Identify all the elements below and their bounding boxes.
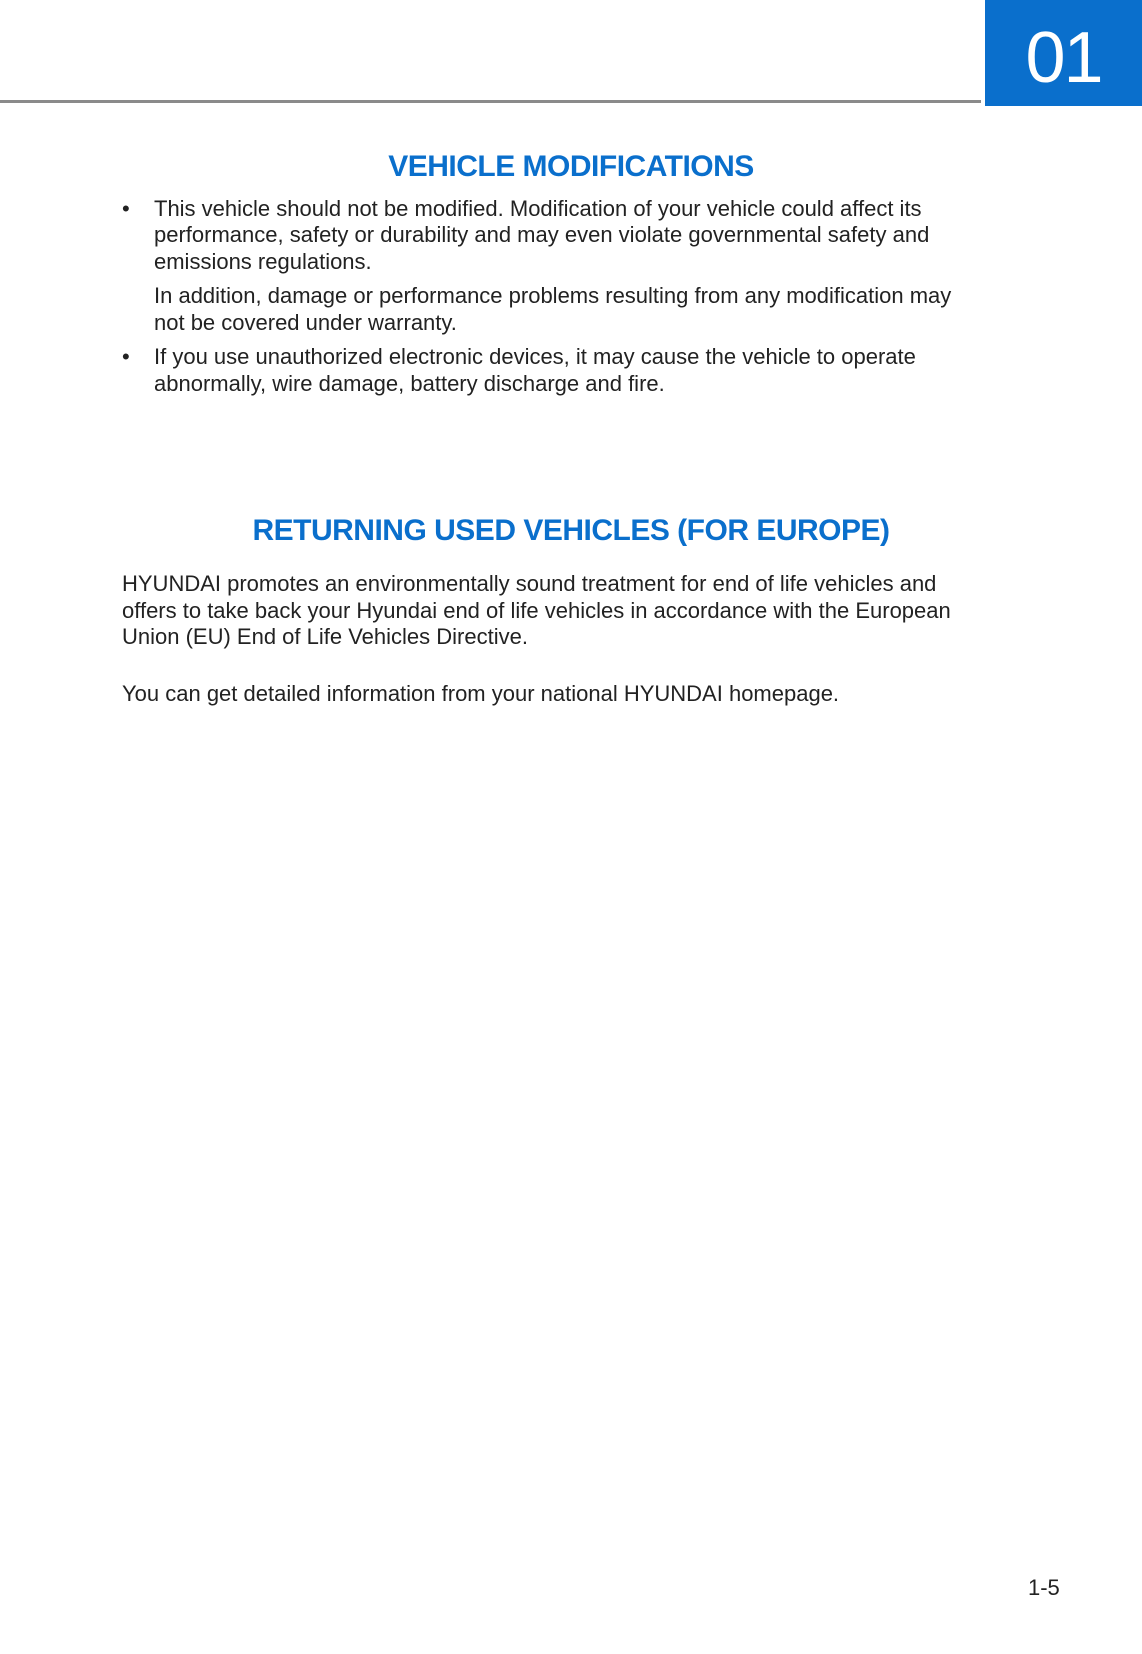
- section-title-returning-used-vehicles: RETURNING USED VEHICLES (FOR EUROPE): [252, 514, 890, 547]
- bullet-marker: •: [122, 196, 130, 221]
- text-line: You can get detailed information from your national HYUNDAI homepage.: [122, 681, 840, 706]
- chapter-number: 01: [1025, 18, 1102, 98]
- text-line: Union (EU) End of Life Vehicles Directive.: [122, 624, 528, 649]
- header-rule: [0, 100, 981, 103]
- text-line: HYUNDAI promotes an environmentally sound treatment for end of life vehicles and: [122, 571, 937, 596]
- bullet-marker: •: [122, 344, 130, 369]
- text-line: offers to take back your Hyundai end of life vehicles in accordance with the European: [122, 598, 951, 623]
- text-line: This vehicle should not be modified. Modification of your vehicle could affect its: [154, 196, 922, 221]
- text-line: abnormally, wire damage, battery discharge and fire.: [154, 371, 665, 396]
- text-line: not be covered under warranty.: [154, 310, 457, 335]
- text-line: performance, safety or durability and may even violate governmental safety and: [154, 222, 930, 247]
- section-title-vehicle-modifications: VEHICLE MODIFICATIONS: [388, 150, 754, 183]
- text-line: In addition, damage or performance problems resulting from any modification may: [154, 283, 952, 308]
- page-number: 1-5: [1028, 1575, 1060, 1600]
- text-line: emissions regulations.: [154, 249, 372, 274]
- chapter-tab: [985, 0, 1142, 106]
- text-line: If you use unauthorized electronic devices, it may cause the vehicle to operate: [154, 344, 916, 369]
